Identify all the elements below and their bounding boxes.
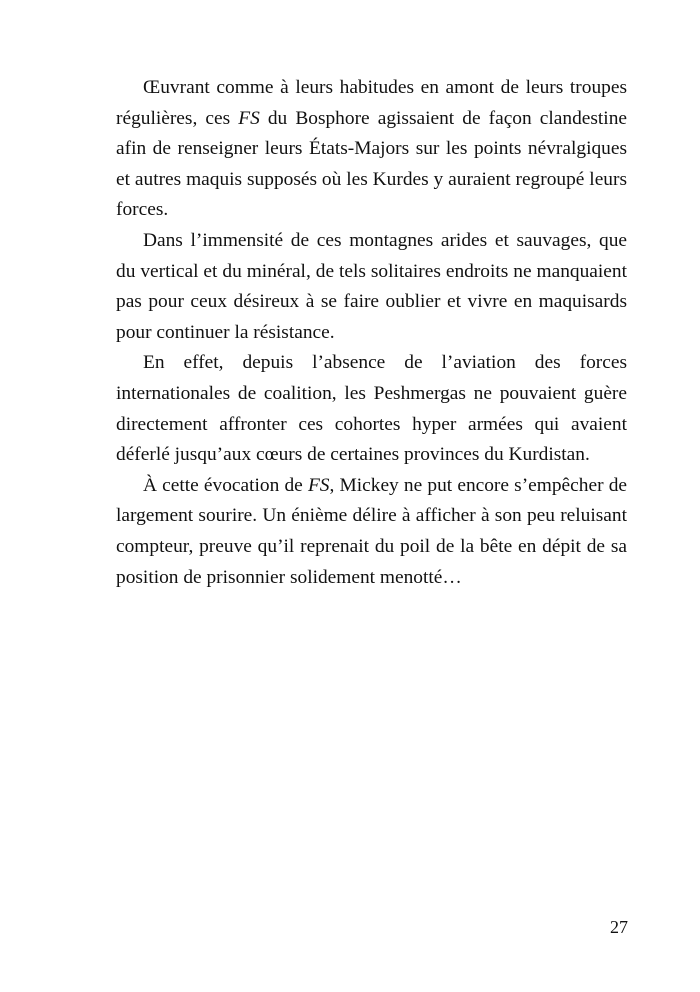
- paragraph-4-italic-fs: FS: [307, 474, 330, 496]
- paragraph-1: [116, 73, 627, 226]
- body-text: [116, 73, 627, 593]
- paragraph-4-part-1: À cette évocation de: [143, 474, 308, 496]
- paragraph-4: [116, 471, 627, 593]
- paragraph-4-part-3: , Mickey ne put encore s’empêcher de largement sourire. Un énième délire à afficher à son peu reluisant compteur, preuve qu’il reprenait du poil de la bête en dépit de sa position de prisonnier solidement menotté…: [116, 474, 627, 588]
- paragraph-1-italic-fs: FS: [238, 107, 260, 129]
- paragraph-1-part-1: Œuvrant comme à leurs habitudes en amont de leurs troupes régulières, ces: [116, 77, 627, 129]
- page-number: 27: [610, 917, 628, 937]
- paragraph-3: [116, 348, 627, 470]
- paragraph-3-part-1: En effet, depuis l’absence de l’aviation des forces internationales de coalition, les Peshmergas ne pouvaient guère directement affronter ces cohortes hyper armées qui avaient déferlé jusqu’aux cœurs de certaines provinces du Kurdistan.: [116, 352, 627, 466]
- paragraph-1-part-3: du Bosphore agissaient de façon clandestine afin de renseigner leurs États-Majors sur les points névralgiques et autres maquis supposés où les Kurdes y auraient regroupé leurs forces.: [116, 107, 627, 221]
- paragraph-2: [116, 226, 627, 348]
- paragraph-2-part-1: Dans l’immensité de ces montagnes arides et sauvages, que du vertical et du minéral, de tels solitaires endroits ne manquaient pas pour ceux désireux à se faire oublier et vivre en maquisards pour continuer la résistance.: [116, 229, 627, 343]
